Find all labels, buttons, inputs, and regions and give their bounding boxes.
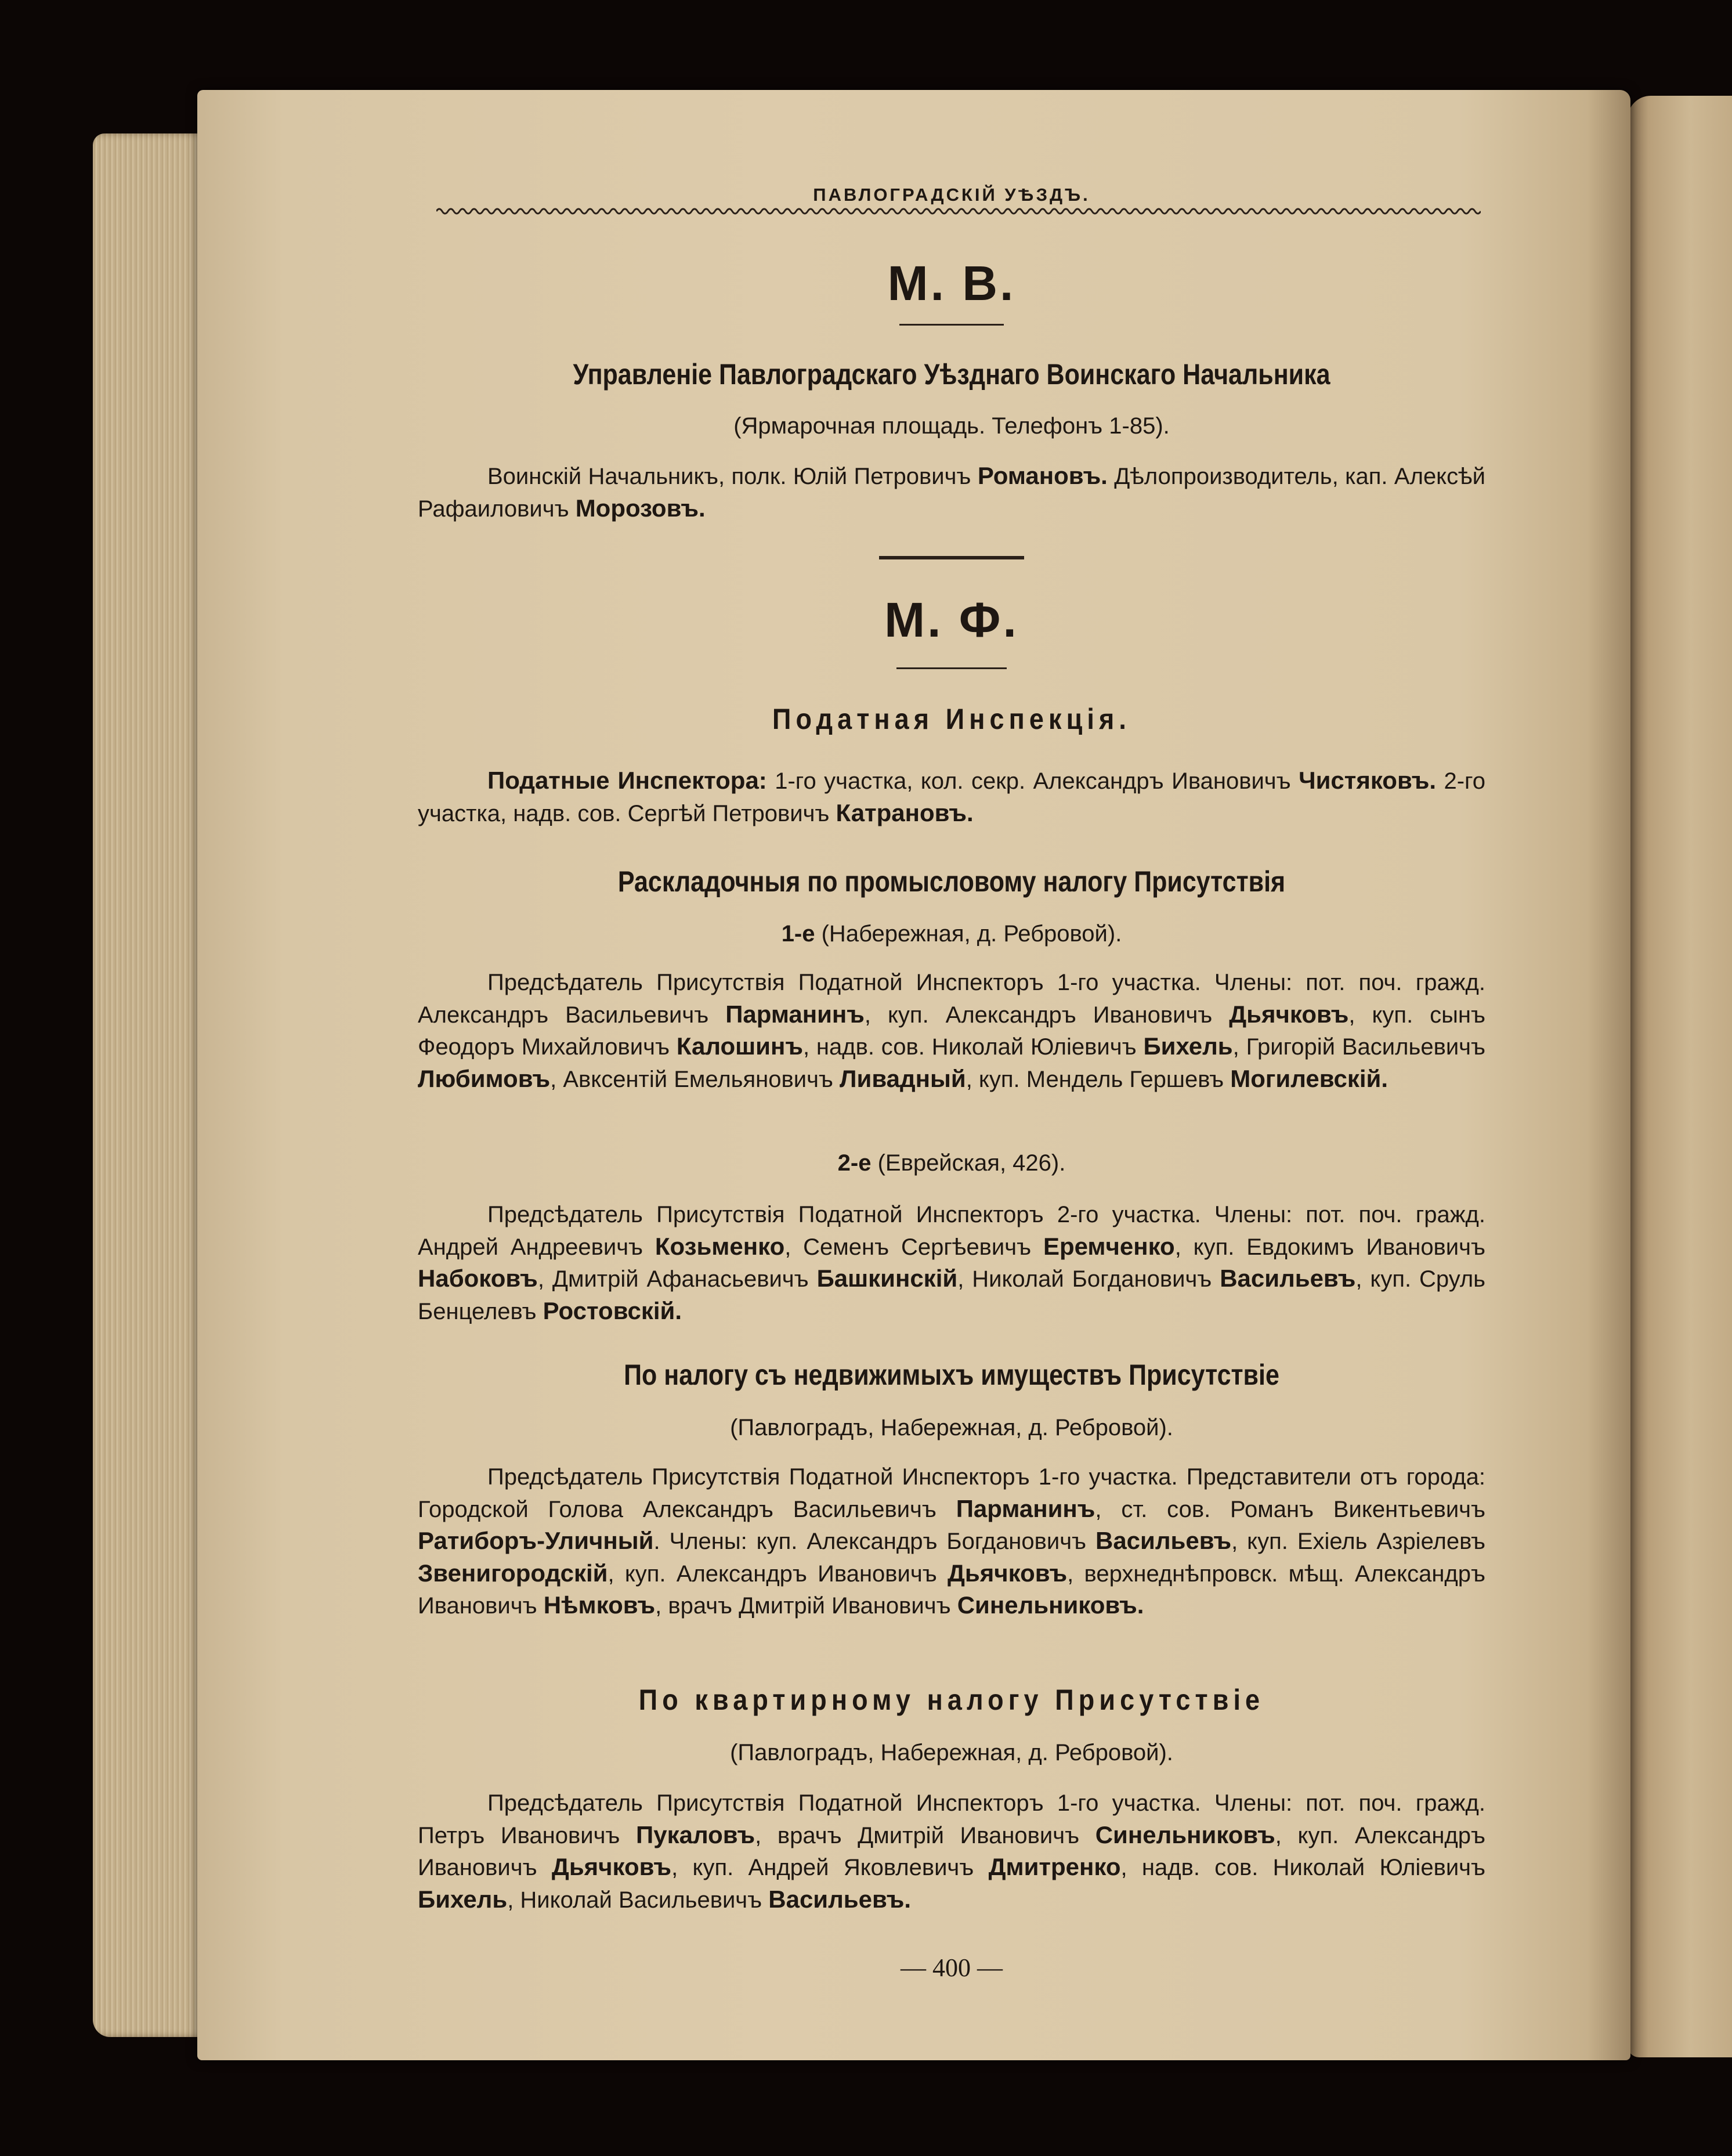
number: 2-е bbox=[837, 1150, 872, 1176]
person-name: Романовъ. bbox=[977, 462, 1108, 489]
person-name: Могилевскій. bbox=[1230, 1064, 1389, 1092]
text-run: 2-го участка, надв. сов. Сергѣй Петровичъ bbox=[418, 768, 1485, 826]
person-name: Парманинъ bbox=[956, 1494, 1095, 1522]
subheading-raskl-1 bbox=[418, 921, 1485, 947]
person-name: Катрановъ. bbox=[836, 799, 974, 826]
person-name: Любимовъ bbox=[418, 1064, 551, 1092]
text-run: , Дмитрій Афанасьевичъ bbox=[537, 1266, 817, 1292]
text-run: Дѣлопроизводитель, кап. Алексѣй Рафаиловичъ bbox=[418, 464, 1485, 522]
text-run: , куп. сынъ Феодоръ Михайловичъ bbox=[418, 1002, 1485, 1060]
person-name: Башкинскій bbox=[816, 1265, 958, 1292]
page-number: — 400 — bbox=[901, 1953, 1003, 1982]
text-run: , надв. сов. Николай Юліевичъ bbox=[1120, 1855, 1485, 1880]
address-nedv: (Павлоградъ, Набережная, д. Ребровой). bbox=[730, 1415, 1173, 1440]
wavy-rule bbox=[436, 204, 1481, 218]
person-name: Звенигородскій bbox=[418, 1559, 608, 1587]
text-run: , куп. Евдокимъ Ивановичъ bbox=[1174, 1234, 1485, 1260]
paragraph-kvart bbox=[418, 1787, 1485, 1916]
address-kvart: (Павлоградъ, Набережная, д. Ребровой). bbox=[730, 1740, 1173, 1765]
text-run: , ст. сов. Романъ Викентьевичъ bbox=[1095, 1496, 1486, 1522]
section-letter-mf: М. Ф. bbox=[884, 593, 1019, 647]
person-name: Еремченко bbox=[1043, 1232, 1175, 1260]
person-name: Ливадный bbox=[840, 1064, 966, 1092]
number: 1-е bbox=[781, 921, 815, 947]
text-run: Предсѣдатель Присутствія Податной Инспекторъ 1-го участка. Члены: пот. поч. гражд. Петръ Ивановичъ bbox=[418, 1790, 1485, 1848]
text-run: , врачъ Дмитрій Ивановичъ bbox=[755, 1822, 1095, 1848]
person-name: Васильевъ bbox=[1095, 1527, 1232, 1554]
text-run: Предсѣдатель Присутствія Податной Инспекторъ 1-го участка. Представители отъ города: Городской Голова Александръ Васильевичъ bbox=[418, 1464, 1485, 1522]
text-run: , Авксентій Емельяновичъ bbox=[550, 1066, 840, 1092]
text-run: , верхнеднѣпровск. мѣщ. Александръ Ивановичъ bbox=[418, 1561, 1485, 1619]
person-name: Калошинъ bbox=[676, 1032, 803, 1060]
address-voinsk: (Ярмарочная площадь. Телефонъ 1-85). bbox=[733, 413, 1170, 439]
person-name: Васильевъ bbox=[1220, 1265, 1356, 1292]
person-name: Чистяковъ. bbox=[1299, 767, 1437, 794]
text-run: , куп. Андрей Яковлевичъ bbox=[671, 1855, 989, 1880]
address: (Еврейская, 426). bbox=[871, 1150, 1066, 1176]
paragraph-raskl-1 bbox=[418, 967, 1485, 1095]
heading-voinsk: Управленіе Павлоградскаго Уѣзднаго Воинскаго Начальника bbox=[573, 358, 1330, 391]
page-content bbox=[418, 0, 1485, 2156]
text-run: . Члены: куп. Александръ Богдановичъ bbox=[653, 1529, 1095, 1554]
running-head: ПАВЛОГРАДСКІЙ УѢЗДЪ. bbox=[813, 185, 1090, 205]
heading-raskl: Раскладочныя по промысловому налогу Присутствія bbox=[617, 865, 1286, 898]
subheading-raskl-2 bbox=[418, 1150, 1485, 1176]
person-name: Дьячковъ bbox=[551, 1853, 672, 1880]
facing-page-edge bbox=[1628, 96, 1732, 2057]
text-run: , Григорій Васильевичъ bbox=[1232, 1034, 1486, 1060]
heading-kvart: По квартирному налогу Присутствіе bbox=[638, 1684, 1265, 1716]
person-name: Васильевъ. bbox=[768, 1885, 912, 1913]
heading-nedv: По налогу съ недвижимыхъ имуществъ Присутствіе bbox=[624, 1359, 1279, 1391]
paragraph-raskl-2 bbox=[418, 1199, 1485, 1327]
person-name: Бихель bbox=[1143, 1032, 1233, 1060]
text-run: 1-го участка, кол. секр. Александръ Ивановичъ bbox=[766, 768, 1299, 794]
section-letter-mv: М. В. bbox=[887, 256, 1016, 310]
text-run: , куп. Сруль Бенцелевъ bbox=[418, 1266, 1485, 1324]
person-name: Набоковъ bbox=[418, 1265, 538, 1292]
text-run: , надв. сов. Николай Юліевичъ bbox=[802, 1034, 1144, 1060]
person-name: Пукаловъ bbox=[636, 1821, 755, 1848]
text-run: Предсѣдатель Присутствія Податной Инспекторъ 1-го участка. Члены: пот. поч. гражд. Александръ Васильевичъ bbox=[418, 970, 1485, 1028]
person-name: Бихель bbox=[418, 1885, 508, 1913]
person-name: Парманинъ bbox=[725, 1000, 865, 1028]
section-divider bbox=[879, 556, 1024, 559]
text-run: , врачъ Дмитрій Ивановичъ bbox=[655, 1593, 957, 1619]
text-run: , куп. Ехіель Азріелевъ bbox=[1231, 1529, 1485, 1554]
text-run: , куп. Александръ Ивановичъ bbox=[418, 1822, 1485, 1880]
person-name: Дмитренко bbox=[988, 1853, 1121, 1880]
text-run: , куп. Александръ Ивановичъ bbox=[608, 1561, 948, 1587]
person-name: Ратиборъ-Уличный bbox=[418, 1527, 654, 1554]
person-name: Нѣмковъ bbox=[543, 1591, 656, 1619]
text-run: Предсѣдатель Присутствія Податной Инспекторъ 2-го участка. Члены: пот. поч. гражд. Андрей Андреевичъ bbox=[418, 1202, 1485, 1260]
text-run: , куп. Александръ Ивановичъ bbox=[864, 1002, 1230, 1028]
person-name: Синельниковъ. bbox=[957, 1591, 1144, 1619]
paragraph-voinsk bbox=[418, 460, 1485, 525]
text-run: Воинскій Начальникъ, полк. Юлій Петровичъ bbox=[487, 464, 978, 489]
address: (Набережная, д. Ребровой). bbox=[815, 921, 1122, 947]
short-rule bbox=[896, 667, 1007, 669]
person-name: Дьячковъ bbox=[948, 1559, 1068, 1587]
short-rule bbox=[899, 324, 1004, 326]
label: Податные Инспектора: bbox=[487, 767, 767, 794]
paragraph-podatnaya bbox=[418, 765, 1485, 829]
text-run: , Николай Богдановичъ bbox=[957, 1266, 1220, 1292]
heading-podatnaya: Податная Инспекція. bbox=[772, 703, 1131, 735]
person-name: Козьменко bbox=[655, 1232, 785, 1260]
paragraph-nedv bbox=[418, 1461, 1485, 1622]
text-run: , Николай Васильевичъ bbox=[507, 1887, 769, 1913]
person-name: Синельниковъ bbox=[1095, 1821, 1275, 1848]
person-name: Морозовъ. bbox=[575, 494, 706, 522]
person-name: Ростовскій. bbox=[543, 1297, 682, 1324]
person-name: Дьячковъ bbox=[1229, 1000, 1349, 1028]
text-run: , Семенъ Сергѣевичъ bbox=[784, 1234, 1043, 1260]
text-run: , куп. Мендель Гершевъ bbox=[966, 1066, 1231, 1092]
